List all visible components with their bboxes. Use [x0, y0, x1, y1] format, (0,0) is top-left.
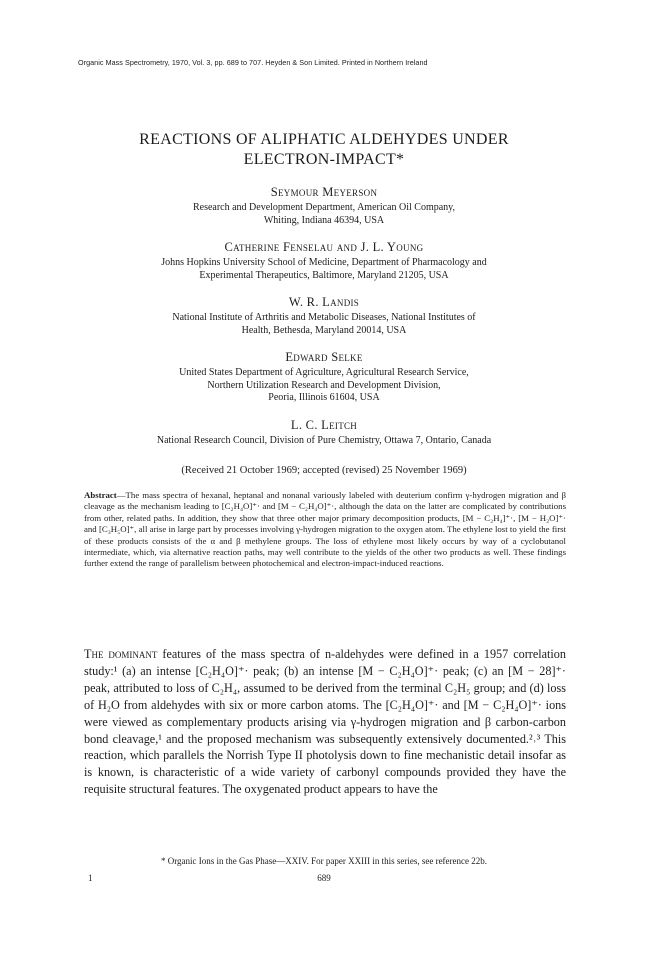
author-name: Edward Selke: [285, 350, 363, 364]
author-affiliation: [0, 312, 648, 337]
author-affiliation: [0, 257, 648, 282]
affiliation-line: Johns Hopkins University School of Medicine, Department of Pharmacology and: [161, 257, 487, 268]
footer-mark: 1: [88, 873, 93, 883]
body-lead: The dominant: [84, 647, 158, 661]
author-affiliation: [0, 367, 648, 405]
abstract-label: Abstract: [84, 490, 117, 500]
body-text: features of the mass spectra of n-aldehydes were defined in a 1957 correlation study:¹ (a) an intense [C₂H₄O]⁺· peak; (b) an intense [M − C₂H₄O]⁺· peak; (c) an [M − 28]⁺· peak, attributed to loss of C₂H₄, assumed to be derived from the terminal C₂H₅ group; and (d) loss of H₂O from aldehydes with six or more carbon atoms. The [C₂H₄O]⁺· and [M − C₂H₄O]⁺· ions were viewed as complementary products arising via γ-hydrogen migration and β carbon-carbon bond cleavage,¹ and the proposed mechanism was subsequently extensively documented.²˒³ This reaction, which parallels the Norrish Type II photolysis down to fine mechanistic detail insofar as is known, is characteristic of a wide variety of carbonyl compounds provided they have the requisite structural features. The oxygenated product appears to have the: [84, 647, 566, 797]
affiliation-line: Northern Utilization Research and Development Division,: [207, 379, 441, 391]
author-block: [0, 417, 648, 448]
abstract: [84, 490, 566, 570]
author-name: Seymour Meyerson: [270, 185, 378, 199]
body-paragraph: [84, 646, 566, 798]
paper-title: [0, 130, 648, 170]
author-name: W. R. Landis: [288, 295, 360, 309]
author-affiliation: [0, 202, 648, 227]
page-number: 689: [317, 873, 331, 883]
author-name: Catherine Fenselau and J. L. Young: [224, 240, 424, 254]
affiliation-line: Peoria, Illinois 61604, USA: [268, 392, 380, 403]
author-block: [0, 184, 648, 227]
journal-header: Organic Mass Spectrometry, 1970, Vol. 3, pp. 689 to 707. Heyden & Son Limited. Printed in Northern Ireland: [78, 58, 428, 67]
footnote: * Organic Ions in the Gas Phase—XXIV. For paper XXIII in this series, see reference 22b.: [160, 856, 488, 866]
affiliation-line: United States Department of Agriculture, Agricultural Research Service,: [179, 367, 469, 378]
author-list: [0, 184, 648, 459]
author-block: [0, 294, 648, 337]
affiliation-line: National Institute of Arthritis and Metabolic Diseases, National Institutes of: [172, 312, 476, 323]
affiliation-line: Experimental Therapeutics, Baltimore, Maryland 21205, USA: [199, 269, 449, 281]
abstract-text: —The mass spectra of hexanal, heptanal and nonanal variously labeled with deuterium confirm γ-hydrogen migration and β cleavage as the mechanism leading to [C₂H₄O]⁺· and [M − C₂H₄O]⁺·, although the data on the latter are complicated by contributions from other, related paths. In addition, they show that three other major primary decomposition products, [M − C₂H₄]⁺·, [M − H₂O]⁺· and [C₃H₅O]⁺, all arise in large part by processes involving γ-hydrogen migration to the oxygen atom. The ethylene lost to yield the first of these products consists of the α and β methylene groups. The loss of ethylene most likely occurs by way of a cyclobutanol intermediate, which, via alternative reaction paths, may well contribute to the yields of the other two products as well. These findings further extend the range of parallelism between photochemical and electron-impact-induced reactions.: [84, 490, 566, 569]
affiliation-line: Research and Development Department, American Oil Company,: [192, 202, 456, 213]
title-line-2: ELECTRON-IMPACT*: [243, 151, 405, 168]
author-block: [0, 239, 648, 282]
affiliation-line: Whiting, Indiana 46394, USA: [263, 214, 385, 226]
affiliation-line: Health, Bethesda, Maryland 20014, USA: [241, 324, 407, 336]
title-line-1: REACTIONS OF ALIPHATIC ALDEHYDES UNDER: [139, 131, 509, 148]
affiliation-line: National Research Council, Division of Pure Chemistry, Ottawa 7, Ontario, Canada: [156, 434, 492, 446]
author-name: L. C. Leitch: [290, 417, 358, 432]
author-block: [0, 349, 648, 405]
author-affiliation: [0, 435, 648, 448]
received-dates: (Received 21 October 1969; accepted (revised) 25 November 1969): [181, 465, 467, 476]
